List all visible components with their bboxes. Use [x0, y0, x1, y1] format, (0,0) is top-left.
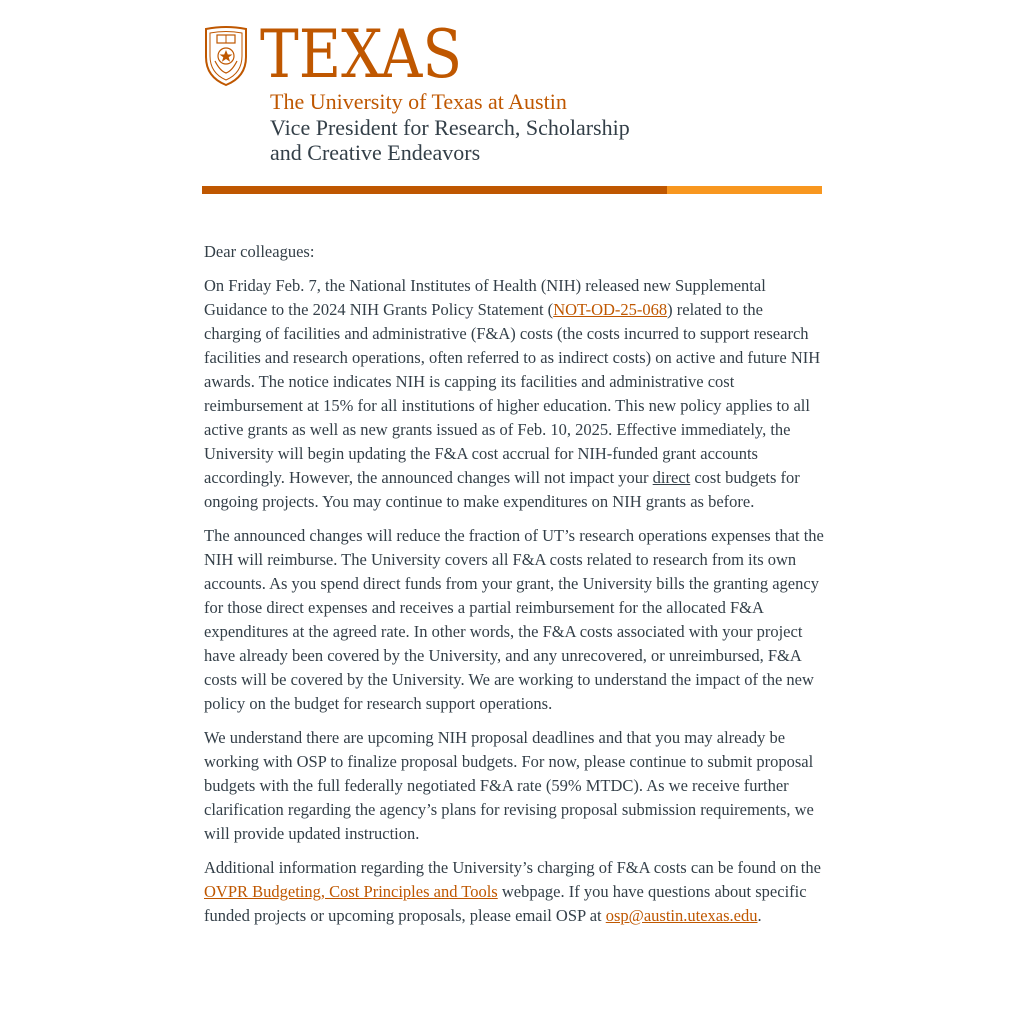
office-name [270, 115, 690, 165]
university-name: The University of Texas at Austin [270, 89, 567, 114]
header-divider-secondary [667, 186, 822, 194]
letterhead [202, 16, 822, 194]
paragraph-nih-notice: On Friday Feb. 7, the National Institutes of Health (NIH) released new Supplemental Guidance to the 2024 NIH Grants Policy Statement (NOT-OD-25-068) related to the charging of facilities and administrative (F&A) costs (the costs incurred to support research facilities and research operations, often referred to as indirect costs) on active and future NIH awards. The notice indicates NIH is capping its facilities and administrative cost reimbursement at 15% for all institutions of higher education. This new policy applies to all active grants as well as new grants issued as of Feb. 10, 2025. Effective immediately, the University will begin updating the F&A cost accrual for NIH-funded grant accounts accordingly. However, the announced changes will not impact your direct cost budgets for ongoing projects. You may continue to make expenditures on NIH grants as before. [204, 276, 821, 511]
osp-email-link[interactable]: osp@austin.utexas.edu [605, 906, 758, 925]
ut-seal-icon [202, 25, 250, 87]
notice-link[interactable]: NOT-OD-25-068 [553, 300, 668, 319]
greeting: Dear colleagues: [204, 242, 315, 261]
paragraph-impact: The announced changes will reduce the fraction of UT’s research operations expenses that the NIH will reimburse. The University covers all F&A costs related to research from its own accounts. As you spend direct funds from your grant, the University bills the granting agency for those direct expenses and receives a partial reimbursement for the allocated F&A expenditures at the agreed rate. In other words, the F&A costs associated with your project have already been covered by the University, and any unrecovered, or unreimbursed, F&A costs will be covered by the University. We are working to understand the impact of the new policy on the budget for research support operations. [204, 526, 824, 713]
paragraph-additional-info: Additional information regarding the University’s charging of F&A costs can be found on the OVPR Budgeting, Cost Principles and Tools webpage. If you have questions about specific funded projects or upcoming proposals, please email OSP at osp@austin.utexas.edu. [204, 858, 821, 925]
header-divider [202, 186, 822, 194]
emphasis-direct: direct [652, 468, 691, 487]
office-name-line2: and Creative Endeavors [270, 140, 481, 165]
header-divider-primary [202, 186, 667, 194]
letter-body [204, 240, 824, 938]
texas-wordmark: TEXAS [260, 16, 463, 93]
paragraph-proposals: We understand there are upcoming NIH proposal deadlines and that you may already be working with OSP to finalize proposal budgets. For now, please continue to submit proposal budgets with the full federally negotiated F&A rate (59% MTDC). As we receive further clarification regarding the agency’s plans for revising proposal submission requirements, we will provide updated instruction. [204, 728, 814, 843]
ovpr-budgeting-link[interactable]: OVPR Budgeting, Cost Principles and Tools [204, 882, 498, 901]
office-name-line1: Vice President for Research, Scholarship [270, 115, 630, 140]
